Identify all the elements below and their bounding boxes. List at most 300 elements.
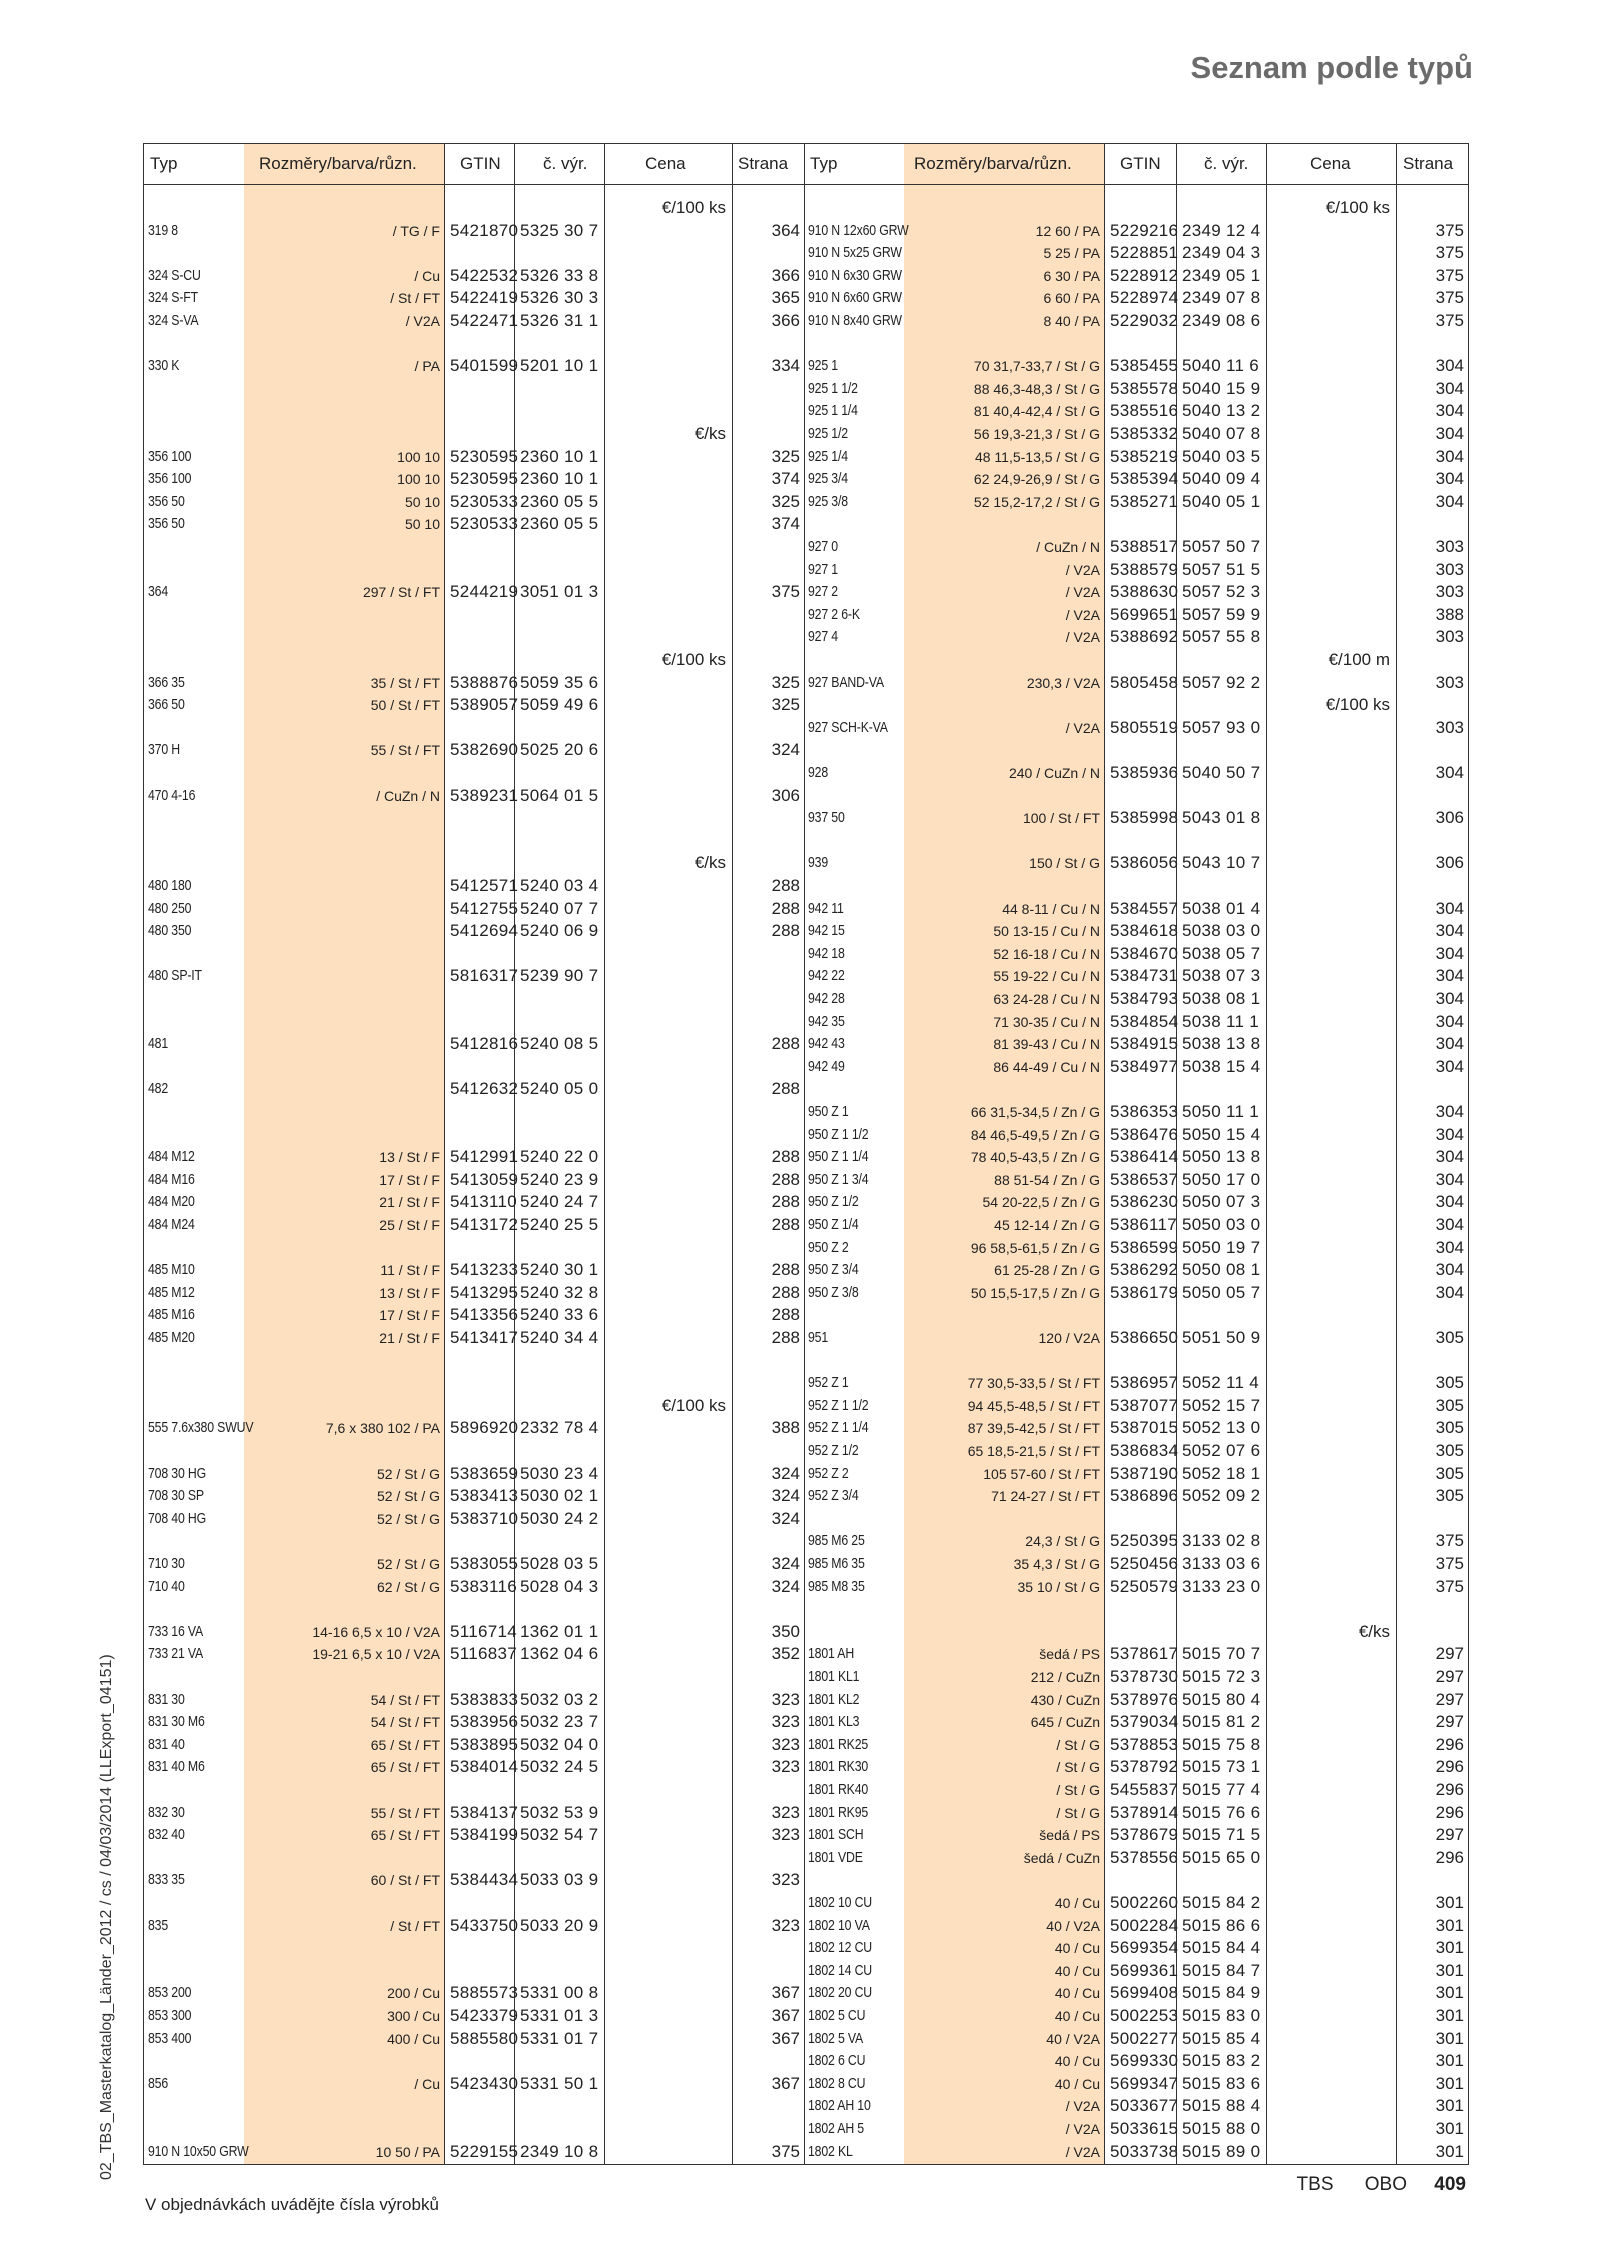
price-unit-label: €/100 ks: [661, 198, 726, 217]
typ-cell: 1801 KL2: [808, 1690, 860, 1708]
dimensions-cell: 65 / St / FT: [370, 1759, 440, 1776]
product-number-cell: 5240 33 6: [520, 1305, 599, 1325]
price-unit-label: €/100 m: [1328, 650, 1390, 669]
table-row: [144, 581, 804, 604]
typ-cell: 480 SP-IT: [148, 967, 202, 985]
table-row: [804, 1824, 1468, 1847]
gtin-cell: 5385578: [1110, 378, 1179, 398]
page-ref-cell: 375: [1435, 1554, 1464, 1573]
table-row: [144, 1982, 804, 2005]
typ-cell: 925 3/8: [808, 492, 848, 510]
typ-cell: 853 400: [148, 2029, 192, 2047]
page-ref-cell: 304: [1435, 898, 1464, 918]
table-row: [804, 1711, 1468, 1734]
table-row: [144, 672, 804, 695]
table-row: [144, 1463, 804, 1486]
typ-cell: 942 15: [808, 922, 845, 940]
product-number-cell: 5331 01 3: [520, 2006, 599, 2025]
page-ref-cell: 304: [1435, 1192, 1464, 1212]
dimensions-cell: 48 11,5-13,5 / St / G: [974, 448, 1100, 465]
price-unit-row: [804, 649, 1468, 672]
page-ref-cell: 296: [1435, 1757, 1464, 1777]
price-unit-label: €/100 ks: [661, 1395, 726, 1415]
product-number-cell: 5057 93 0: [1182, 717, 1261, 737]
typ-cell: 480 180: [148, 877, 192, 894]
price-unit-row: [144, 649, 804, 672]
gtin-cell: 5699347: [1110, 2073, 1179, 2093]
typ-cell: 356 50: [148, 515, 185, 533]
gtin-cell: 5385455: [1110, 356, 1179, 376]
table-row: [144, 220, 804, 243]
dimensions-cell: 50 10: [404, 516, 440, 533]
header-strana: Strana: [738, 154, 789, 173]
gtin-cell: 5412632: [450, 1079, 519, 1099]
product-number-cell: 5050 15 4: [1182, 1124, 1261, 1144]
product-number-cell: 5240 22 0: [520, 1147, 599, 1167]
page-ref-cell: 297: [1435, 1667, 1464, 1686]
page-ref-cell: 304: [1435, 1282, 1464, 1302]
typ-cell: 927 2 6-K: [808, 605, 860, 623]
header-cena: Cena: [645, 154, 686, 173]
product-number-cell: 5040 50 7: [1182, 763, 1261, 782]
dimensions-cell: / St / G: [1056, 1782, 1100, 1798]
typ-cell: 482: [148, 1080, 169, 1098]
dimensions-cell: / TG / F: [392, 222, 440, 239]
page-ref-cell: 304: [1435, 921, 1464, 941]
gtin-cell: 5805519: [1110, 717, 1179, 737]
gtin-cell: 5378792: [1110, 1757, 1179, 1777]
gtin-cell: 5413233: [450, 1260, 519, 1280]
price-unit-label: €/100 ks: [661, 650, 726, 669]
product-number-cell: 5015 86 6: [1182, 1915, 1261, 1935]
page-ref-cell: 324: [771, 740, 800, 760]
typ-cell: 831 30 M6: [148, 1713, 205, 1731]
side-export-note: 02_TBS_Masterkatalog_Länder_2012 / cs / 04/03/2014 (LLExport_04151): [98, 1654, 115, 2180]
page-ref-cell: 304: [1435, 491, 1464, 511]
footer-brand-block: [1271, 2174, 1466, 2196]
typ-cell: 835: [148, 1916, 169, 1934]
gtin-cell: 5386056: [1110, 853, 1179, 873]
gtin-cell: 5386230: [1110, 1192, 1179, 1212]
table-row: [144, 694, 804, 717]
gtin-cell: 5386537: [1110, 1169, 1179, 1189]
product-number-cell: 5015 81 2: [1182, 1712, 1261, 1732]
dimensions-cell: 52 / St / G: [376, 1465, 440, 1482]
table-row: [804, 1056, 1468, 1079]
typ-cell: 364: [148, 583, 169, 601]
price-unit-row: [804, 694, 1468, 717]
table-row: [804, 762, 1468, 785]
dimensions-cell: 300 / Cu: [387, 2008, 440, 2024]
dimensions-cell: 52 15,2-17,2 / St / G: [973, 493, 1100, 510]
gtin-cell: 5885573: [450, 1983, 519, 2003]
table-row: [144, 875, 804, 898]
page-ref-cell: 306: [771, 785, 800, 805]
page-ref-cell: 323: [771, 1734, 800, 1754]
gtin-cell: 5002277: [1110, 2028, 1179, 2048]
page-ref-cell: 323: [771, 1712, 800, 1732]
price-unit-row: [804, 1621, 1468, 1644]
dimensions-cell: 65 / St / FT: [370, 1736, 440, 1753]
product-number-cell: 5050 05 7: [1182, 1282, 1261, 1302]
typ-cell: 853 300: [148, 2007, 192, 2024]
typ-cell: 910 N 5x25 GRW: [808, 244, 902, 262]
dimensions-cell: / St / G: [1056, 1736, 1100, 1753]
dimensions-cell: 25 / St / F: [379, 1217, 440, 1233]
typ-cell: 942 11: [808, 899, 844, 917]
gtin-cell: 5389057: [450, 695, 519, 715]
typ-cell: 952 Z 1: [808, 1374, 849, 1392]
dimensions-cell: 240 / CuZn / N: [1008, 765, 1100, 781]
page-ref-cell: 304: [1435, 1011, 1464, 1031]
typ-cell: 1801 KL3: [808, 1713, 860, 1731]
dimensions-cell: 81 39-43 / Cu / N: [993, 1036, 1100, 1053]
product-number-cell: 5038 13 8: [1182, 1034, 1261, 1054]
table-row: [804, 1734, 1468, 1757]
gtin-cell: 5699354: [1110, 1938, 1179, 1958]
typ-cell: 910 N 8x40 GRW: [808, 312, 902, 329]
page-number: 409: [1434, 2174, 1466, 2195]
product-number-cell: 5015 85 4: [1182, 2028, 1261, 2048]
typ-cell: 910 N 10x50 GRW: [148, 2142, 249, 2160]
typ-cell: 950 Z 1: [808, 1103, 849, 1120]
table-row: [144, 1802, 804, 1825]
typ-cell: 1801 VDE: [808, 1848, 863, 1866]
gtin-cell: 5384014: [450, 1757, 519, 1777]
dimensions-cell: 150 / St / G: [1029, 855, 1100, 872]
typ-cell: 485 M20: [148, 1329, 195, 1346]
type-list-table: [143, 143, 1469, 2165]
table-row: [804, 626, 1468, 649]
product-number-cell: 5064 01 5: [520, 785, 599, 805]
table-row: [804, 378, 1468, 401]
gtin-cell: 5386834: [1110, 1441, 1179, 1460]
gtin-cell: 5384731: [1110, 966, 1179, 986]
table-row: [804, 1802, 1468, 1825]
gtin-cell: 5805458: [1110, 672, 1179, 692]
typ-cell: 1801 RK30: [808, 1758, 869, 1776]
product-number-cell: 5040 07 8: [1182, 424, 1261, 443]
typ-cell: 366 35: [148, 673, 185, 691]
gtin-cell: 5385219: [1110, 446, 1179, 466]
product-number-cell: 5038 03 0: [1182, 921, 1261, 941]
typ-cell: 733 16 VA: [148, 1622, 204, 1640]
gtin-cell: 5383116: [450, 1576, 518, 1596]
dimensions-cell: 71 30-35 / Cu / N: [993, 1013, 1100, 1030]
dimensions-cell: / V2A: [1065, 719, 1100, 736]
product-number-cell: 5331 00 8: [520, 1983, 599, 2003]
typ-cell: 925 1 1/2: [808, 379, 858, 397]
typ-cell: 952 Z 1 1/4: [808, 1419, 869, 1437]
gtin-cell: 5378679: [1110, 1825, 1179, 1845]
product-number-cell: 5015 75 8: [1182, 1734, 1261, 1754]
page-ref-cell: 301: [1435, 1893, 1464, 1912]
typ-cell: 939: [808, 854, 829, 872]
typ-cell: 952 Z 3/4: [808, 1487, 859, 1505]
product-number-cell: 5040 05 1: [1182, 491, 1261, 511]
product-number-cell: 5059 49 6: [520, 695, 599, 715]
typ-cell: 910 N 12x60 GRW: [808, 221, 909, 239]
gtin-cell: 5250579: [1110, 1576, 1179, 1596]
product-number-cell: 3133 03 6: [1182, 1554, 1261, 1573]
gtin-cell: 5382690: [450, 740, 519, 760]
typ-cell: 710 40: [148, 1577, 185, 1595]
page-ref-cell: 375: [771, 2141, 800, 2161]
page-ref-cell: 304: [1435, 1215, 1464, 1234]
typ-cell: 1802 5 VA: [808, 2029, 864, 2047]
gtin-cell: 5388876: [450, 672, 519, 692]
table-row: [804, 468, 1468, 491]
product-number-cell: 3133 02 8: [1182, 1531, 1261, 1551]
gtin-cell: 5378730: [1110, 1667, 1179, 1686]
page-ref-cell: 304: [1435, 1169, 1464, 1189]
typ-cell: 832 30: [148, 1803, 185, 1821]
typ-cell: 950 Z 3/8: [808, 1283, 859, 1301]
gtin-cell: 5250395: [1110, 1531, 1179, 1551]
typ-cell: 1802 AH 5: [808, 2120, 864, 2137]
table-row: [144, 965, 804, 988]
typ-cell: 480 350: [148, 922, 192, 940]
typ-cell: 910 N 6x60 GRW: [808, 289, 902, 307]
typ-cell: 985 M8 35: [808, 1577, 865, 1595]
page-ref-cell: 301: [1435, 2051, 1464, 2071]
page-ref-cell: 301: [1435, 2073, 1464, 2093]
table-row: [804, 965, 1468, 988]
page-ref-cell: 304: [1435, 1034, 1464, 1054]
typ-cell: 710 30: [148, 1555, 185, 1572]
typ-cell: 1801 AH: [808, 1645, 855, 1663]
header-typ: Typ: [150, 154, 178, 173]
dimensions-cell: / V2A: [1065, 2143, 1100, 2160]
typ-cell: 985 M6 25: [808, 1532, 865, 1550]
typ-cell: 1802 10 VA: [808, 1916, 870, 1934]
product-number-cell: 5040 13 2: [1182, 401, 1261, 421]
page-ref-cell: 305: [1435, 1418, 1464, 1438]
dimensions-cell: 71 24-27 / St / FT: [991, 1488, 1100, 1505]
typ-cell: 555 7.6x380 SWUV: [148, 1419, 254, 1437]
price-unit-label: €/ks: [1358, 1621, 1390, 1641]
typ-cell: 831 40: [148, 1735, 185, 1753]
page-ref-cell: 323: [771, 1870, 800, 1890]
table-row: [144, 265, 804, 288]
table-row: [144, 2028, 804, 2051]
gtin-cell: 5386414: [1110, 1147, 1179, 1167]
gtin-cell: 5412755: [450, 898, 519, 918]
dimensions-cell: 100 10: [397, 448, 440, 465]
header-rozmery: Rozměry/barva/různ.: [259, 154, 417, 173]
dimensions-cell: 297 / St / FT: [362, 584, 440, 601]
gtin-cell: 5378556: [1110, 1847, 1179, 1867]
dimensions-cell: / St / G: [1056, 1804, 1100, 1821]
page-ref-cell: 375: [1435, 220, 1464, 240]
typ-cell: 856: [148, 2074, 169, 2092]
product-number-cell: 5032 03 2: [520, 1689, 599, 1709]
table-row: [804, 242, 1468, 265]
dimensions-cell: 50 13-15 / Cu / N: [993, 923, 1100, 940]
page-ref-cell: 325: [771, 695, 800, 715]
dimensions-cell: 50 / St / FT: [370, 697, 440, 714]
page-ref-cell: 304: [1435, 401, 1464, 421]
table-row: [804, 1689, 1468, 1712]
dimensions-cell: 50 15,5-17,5 / Zn / G: [970, 1284, 1100, 1301]
page-ref-cell: 367: [771, 2006, 800, 2025]
footer-order-note: V objednávkách uvádějte čísla výrobků: [145, 2195, 439, 2214]
table-row: [804, 2118, 1468, 2141]
footer-brand-tbs: TBS: [1296, 2174, 1334, 2195]
page-ref-cell: 301: [1435, 2119, 1464, 2138]
page-ref-cell: 303: [1435, 582, 1464, 602]
dimensions-cell: 200 / Cu: [387, 1985, 440, 2002]
typ-cell: 324 S-FT: [148, 289, 198, 307]
product-number-cell: 5015 71 5: [1182, 1825, 1261, 1845]
table-row: [804, 1937, 1468, 1960]
page-ref-cell: 304: [1435, 989, 1464, 1008]
table-row: [144, 287, 804, 310]
dimensions-cell: 24,3 / St / G: [1025, 1533, 1100, 1550]
header-gtin: GTIN: [460, 154, 501, 173]
gtin-cell: 5386353: [1110, 1102, 1179, 1121]
page-ref-cell: 288: [771, 1282, 800, 1302]
page-ref-cell: 297: [1435, 1825, 1464, 1845]
dimensions-cell: / Cu: [414, 267, 440, 284]
product-number-cell: 1362 04 6: [520, 1644, 599, 1664]
gtin-cell: 5385394: [1110, 469, 1179, 489]
dimensions-cell: 40 / V2A: [1046, 2030, 1100, 2047]
gtin-cell: 5412694: [450, 921, 519, 941]
product-number-cell: 5028 03 5: [520, 1554, 599, 1573]
table-row: [804, 581, 1468, 604]
typ-cell: 925 1: [808, 357, 838, 375]
page-ref-cell: 374: [771, 469, 800, 489]
page-ref-cell: 288: [771, 898, 800, 918]
typ-cell: 950 Z 3/4: [808, 1261, 859, 1279]
table-row: [144, 1146, 804, 1169]
typ-cell: 324 S-CU: [148, 266, 201, 284]
dimensions-cell: 6 30 / PA: [1043, 267, 1100, 284]
typ-cell: 324 S-VA: [148, 312, 199, 329]
dimensions-cell: 120 / V2A: [1038, 1330, 1100, 1346]
table-row: [804, 988, 1468, 1011]
table-row: [144, 898, 804, 921]
product-number-cell: 5057 50 7: [1182, 537, 1261, 556]
table-row: [144, 739, 804, 762]
typ-cell: 832 40: [148, 1826, 185, 1844]
table-row: [804, 1847, 1468, 1870]
product-number-cell: 5240 08 5: [520, 1034, 599, 1054]
dimensions-cell: 52 / St / G: [376, 1488, 440, 1505]
table-row: [804, 1576, 1468, 1599]
typ-cell: 942 28: [808, 990, 845, 1007]
table-row: [804, 1756, 1468, 1779]
table-row: [804, 1463, 1468, 1486]
gtin-cell: 5386599: [1110, 1237, 1179, 1257]
product-number-cell: 2360 05 5: [520, 514, 599, 534]
table-row: [804, 491, 1468, 514]
product-number-cell: 5325 30 7: [520, 220, 599, 240]
table-row: [804, 1033, 1468, 1056]
gtin-cell: 5885580: [450, 2028, 519, 2048]
table-row: [804, 2050, 1468, 2073]
dimensions-cell: / V2A: [405, 313, 440, 329]
dimensions-cell: 645 / CuZn: [1030, 1714, 1100, 1731]
table-row: [804, 265, 1468, 288]
page-ref-cell: 288: [771, 1169, 800, 1189]
table-row: [144, 1417, 804, 1440]
dimensions-cell: 96 58,5-61,5 / Zn / G: [970, 1239, 1100, 1256]
table-row: [144, 1191, 804, 1214]
gtin-cell: 5385516: [1110, 401, 1179, 421]
gtin-cell: 5384434: [450, 1870, 519, 1890]
page-ref-cell: 375: [771, 582, 800, 602]
table-row: [804, 2141, 1468, 2164]
table-row: [804, 604, 1468, 627]
dimensions-cell: / CuZn / N: [1036, 539, 1100, 555]
gtin-cell: 5116837: [450, 1644, 518, 1664]
gtin-cell: 5423379: [450, 2006, 519, 2025]
product-number-cell: 5240 24 7: [520, 1192, 599, 1212]
product-number-cell: 5331 01 7: [520, 2028, 599, 2048]
table-row: [144, 1508, 804, 1531]
typ-cell: 853 200: [148, 1984, 192, 2002]
product-number-cell: 5030 23 4: [520, 1463, 599, 1483]
table-row: [804, 220, 1468, 243]
product-number-cell: 5052 09 2: [1182, 1486, 1261, 1506]
page-ref-cell: 288: [771, 1260, 800, 1280]
dimensions-cell: 50 10: [404, 493, 440, 510]
dimensions-cell: 40 / Cu: [1054, 2008, 1100, 2024]
product-number-cell: 5015 84 4: [1182, 1938, 1261, 1958]
dimensions-cell: 54 20-22,5 / Zn / G: [982, 1194, 1100, 1211]
dimensions-cell: 13 / St / F: [379, 1149, 440, 1166]
gtin-cell: 5413417: [450, 1328, 519, 1347]
dimensions-cell: / Cu: [414, 2075, 440, 2092]
table-row: [804, 920, 1468, 943]
typ-cell: 470 4-16: [148, 786, 196, 804]
gtin-cell: 5229032: [1110, 311, 1179, 330]
page-ref-cell: 375: [1435, 311, 1464, 330]
dimensions-cell: 13 / St / F: [379, 1284, 440, 1301]
page-ref-cell: 304: [1435, 469, 1464, 489]
product-number-cell: 5050 19 7: [1182, 1237, 1261, 1257]
product-number-cell: 5015 83 2: [1182, 2051, 1261, 2071]
page-ref-cell: 301: [1435, 2141, 1464, 2161]
table-row: [804, 1892, 1468, 1915]
typ-cell: 950 Z 1 1/2: [808, 1125, 869, 1143]
typ-cell: 925 1 1/4: [808, 402, 858, 420]
typ-cell: 485 M12: [148, 1283, 195, 1301]
page-ref-cell: 323: [771, 1689, 800, 1709]
product-number-cell: 1362 01 1: [520, 1621, 599, 1641]
product-number-cell: 5331 50 1: [520, 2073, 599, 2093]
price-unit-row: [804, 197, 1468, 220]
dimensions-cell: 100 10: [397, 471, 440, 488]
page-ref-cell: 323: [771, 1757, 800, 1777]
typ-cell: 484 M16: [148, 1170, 195, 1188]
typ-cell: 831 30: [148, 1690, 185, 1708]
gtin-cell: 5387190: [1110, 1463, 1179, 1483]
page-ref-cell: 364: [771, 220, 800, 240]
table-row: [804, 1214, 1468, 1237]
product-number-cell: 5050 17 0: [1182, 1169, 1261, 1189]
page-ref-cell: 304: [1435, 763, 1464, 782]
gtin-cell: 5250456: [1110, 1554, 1179, 1573]
gtin-cell: 5699361: [1110, 1960, 1179, 1980]
product-number-cell: 5057 92 2: [1182, 672, 1261, 692]
dimensions-cell: 88 46,3-48,3 / St / G: [973, 380, 1100, 397]
table-row: [804, 1440, 1468, 1463]
table-left-half: [143, 144, 805, 2164]
gtin-cell: 5244219: [450, 582, 519, 602]
